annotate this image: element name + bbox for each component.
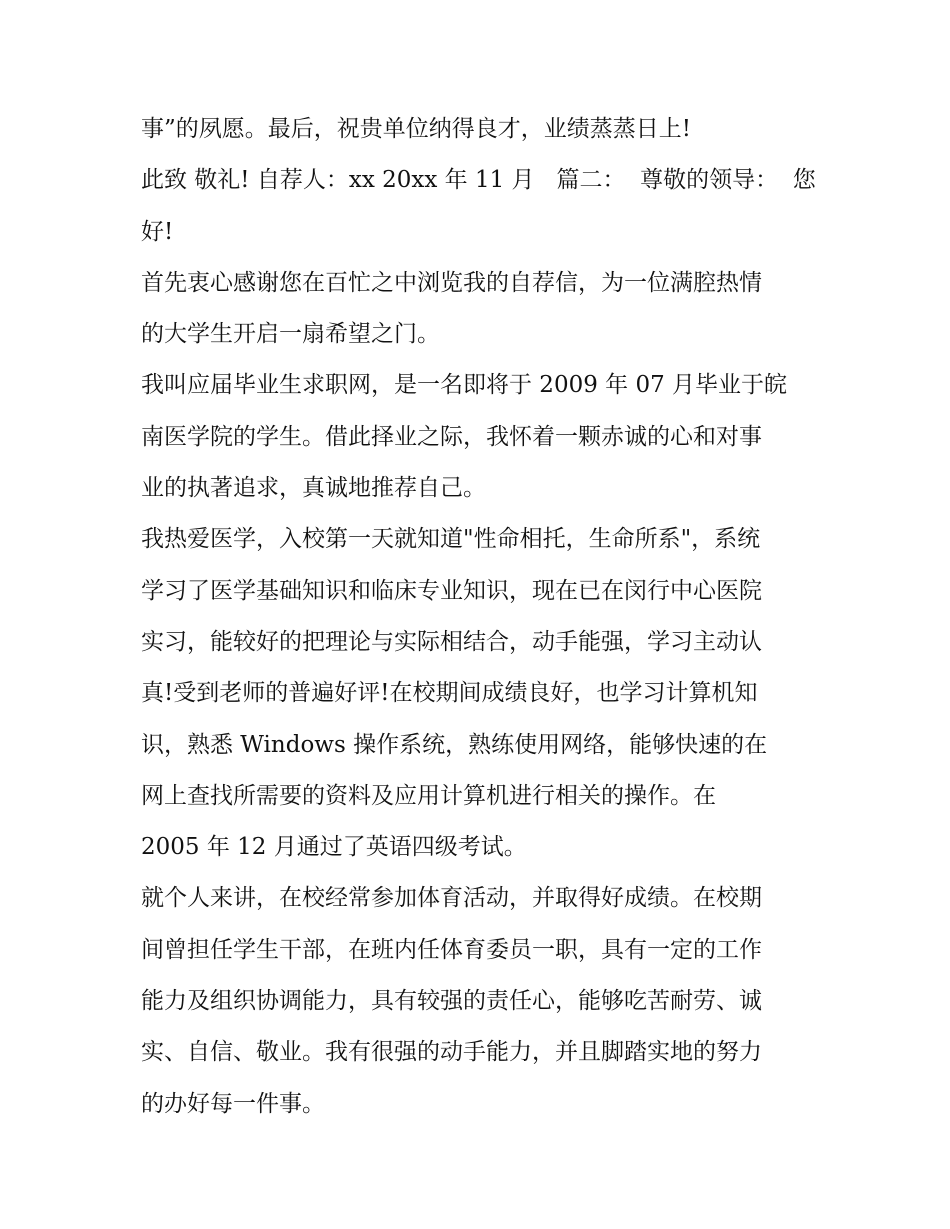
text-line: 学习了医学基础知识和临床专业知识，现在已在闵行中心医院 [141,577,762,604]
text-line: 网上查找所需要的资料及应用计算机进行相关的操作。在 [141,782,716,809]
text-line: 业的执著追求，真诚地推荐自己。 [141,475,486,502]
text-line: 首先衷心感谢您在百忙之中浏览我的自荐信，为一位满腔热情 [141,269,762,296]
text-line: 就个人来讲，在校经常参加体育活动，并取得好成绩。在校期 [141,885,762,912]
letter-body [141,104,821,1130]
text-line: 我叫应届毕业生求职网，是一名即将于 2009 年 07 月毕业于皖 [141,372,788,399]
text-line: 能力及组织协调能力，具有较强的责任心，能够吃苦耐劳、诚 [141,988,762,1015]
text-line: 实习，能较好的把理论与实际相结合，动手能强，学习主动认 [141,628,762,655]
text-line: 2005 年 12 月通过了英语四级考试。 [141,834,527,861]
text-line: 识，熟悉 Windows 操作系统，熟练使用网络，能够快速的在 [141,731,768,758]
text-line: 事”的夙愿。最后，祝贵单位纳得良才，业绩蒸蒸日上! [141,116,692,142]
text-line: 好! [141,218,174,245]
text-line: 我热爱医学，入校第一天就知道"性命相托，生命所系"，系统 [141,526,761,553]
text-line: 真!受到老师的普遍好评!在校期间成绩良好，也学习计算机知 [141,680,758,707]
text-line: 间曾担任学生干部，在班内任体育委员一职，具有一定的工作 [141,936,762,963]
text-line: 的办好每一件事。 [141,1090,325,1117]
text-line: 此致 敬礼! 自荐人：xx 20xx 年 11 月 篇二： 尊敬的领导： 您 [141,167,816,194]
text-line: 南医学院的学生。借此择业之际，我怀着一颗赤诚的心和对事 [141,423,762,450]
text-line: 的大学生开启一扇希望之门。 [141,321,440,348]
text-line: 实、自信、敬业。我有很强的动手能力，并且脚踏实地的努力 [141,1039,762,1066]
